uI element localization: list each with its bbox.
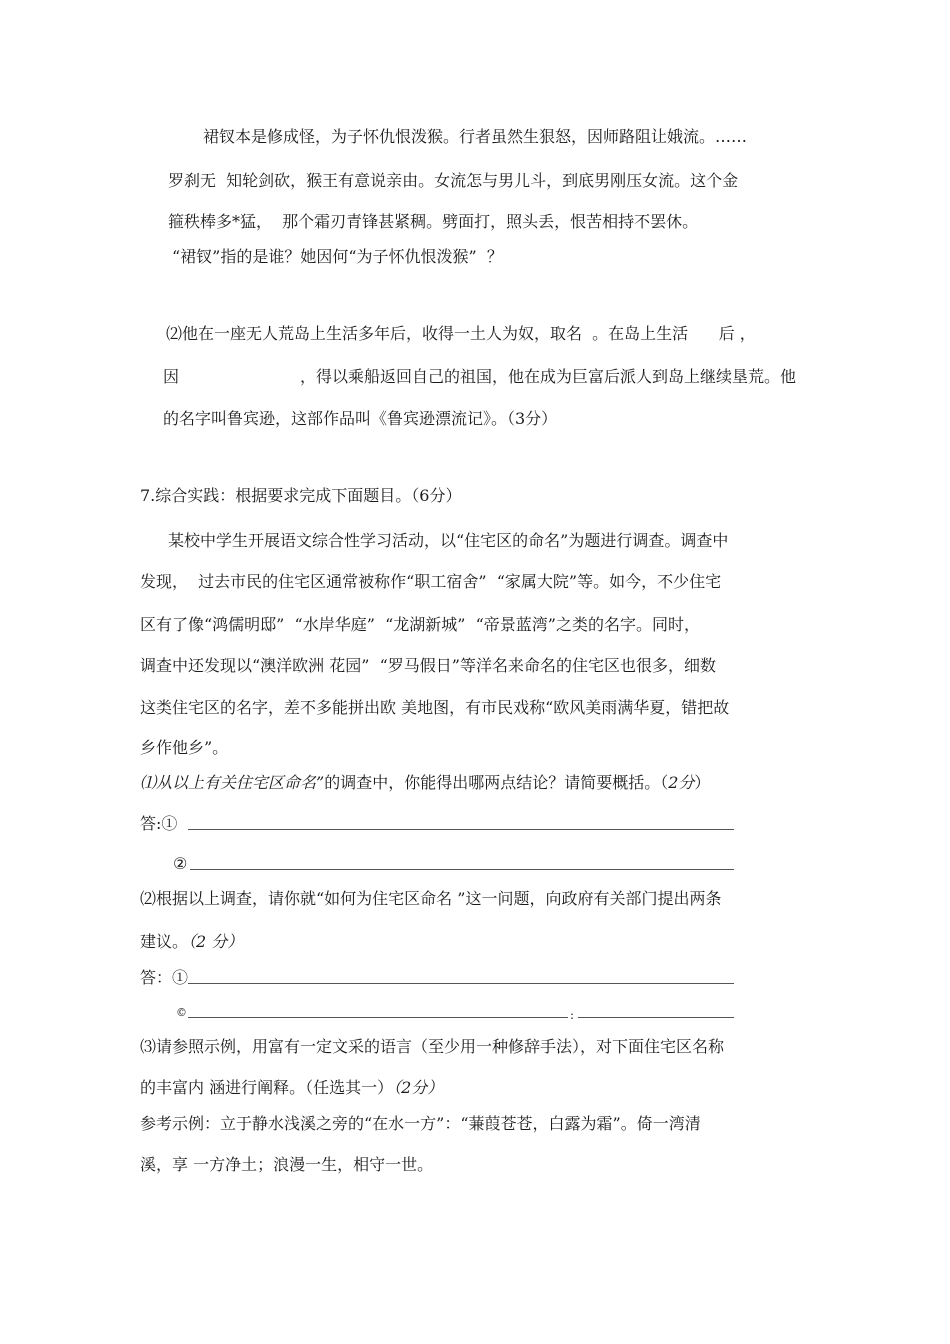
q7-para-line: 乡作他乡”。 bbox=[140, 738, 229, 757]
q7-sub1-prompt bbox=[140, 772, 710, 794]
q7-sub3-text: 的丰富内 涵进行阐释。（任选其一） bbox=[140, 1078, 394, 1097]
q7-ans2-colon: : bbox=[570, 1008, 575, 1022]
q7-example-line-1: 参考示例：立于静水浅溪之旁的“在水一方”：“蒹葭苍苍，白露为霜”。倚一湾清 bbox=[140, 1114, 701, 1133]
q2-line-3: 的名字叫鲁宾逊，这部作品叫《鲁宾逊漂流记》。（3分） bbox=[163, 409, 558, 428]
q7-ans1-blank-1[interactable] bbox=[188, 829, 734, 830]
poem-line-1: 裙钗本是修成怪，为子怀仇恨泼猴。行者虽然生狠怒，因师路阻让娥流。…… bbox=[203, 127, 748, 146]
q7-sub1-score: 2分 bbox=[668, 773, 695, 792]
q7-ans2-label: 答：① bbox=[140, 968, 189, 987]
q7-sub3-line-2 bbox=[140, 1077, 443, 1099]
q7-ans1-label-2: ② bbox=[173, 854, 188, 873]
poem-line-3: 箍秩棒多*猛， 那个霜刃青锋甚紧稠。劈面打，照头丢，恨苦相持不罢休。 bbox=[168, 212, 699, 231]
q7-title: 7.综合实践：根据要求完成下面题目。（6分） bbox=[140, 486, 462, 505]
q7-para-line: 区有了像“鸿儒明邸” “水岸华庭” “龙湖新城” “帝景蓝湾”之类的名字。同时， bbox=[140, 615, 700, 634]
q7-para-line: 某校中学生开展语文综合性学习活动，以“住宅区的命名”为题进行调查。调查中 bbox=[168, 531, 729, 550]
q7-sub2-line-2 bbox=[140, 931, 243, 953]
q7-para-line: 调查中还发现以“澳洋欧洲 花园” “罗马假日”等洋名来命名的住宅区也很多，细数 bbox=[140, 656, 716, 675]
q7-ans1-blank-2[interactable] bbox=[190, 869, 734, 870]
q7-ans2-blank-2a[interactable] bbox=[188, 1017, 568, 1018]
q7-sub1-italic: ⑴从以上有关住宅区命名” bbox=[140, 773, 325, 792]
q2-line-1: ⑵他在一座无人荒岛上生活多年后，收得一土人为奴，取名 。在岛上生活 后 ， bbox=[166, 324, 756, 343]
q2-line-2-start: 因 bbox=[163, 367, 180, 386]
q7-sub3-score: （2分） bbox=[393, 1078, 444, 1097]
q7-para-line: 发现， 过去市民的住宅区通常被称作“职工宿舍” “家属大院”等。如今，不少住宅 bbox=[140, 572, 722, 591]
q2-line-2-rest: ，得以乘船返回自己的祖国，他在成为巨富后派人到岛上继续垦荒。他 bbox=[300, 367, 797, 386]
q7-example-line-2: 溪，享 一方净土；浪漫一生，相守一世。 bbox=[140, 1155, 434, 1174]
q7-ans1-label: 答:① bbox=[140, 814, 178, 833]
q7-ans2-blank-1[interactable] bbox=[188, 983, 734, 984]
q7-ans2-label-2: © bbox=[176, 1006, 187, 1019]
poem-question: “裙钗”指的是谁？她因何“为子怀仇恨泼猴” ？ bbox=[172, 247, 503, 266]
q7-sub1-rest: 的调查中，你能得出哪两点结论？请简要概括。（ bbox=[324, 773, 669, 792]
q7-sub3-line-1: ⑶请参照示例，用富有一定文采的语言（至少用一种修辞手法），对下面住宅区名称 bbox=[140, 1037, 725, 1056]
q7-sub2-text: 建议。 bbox=[140, 932, 189, 951]
q7-ans2-blank-2b[interactable] bbox=[578, 1017, 734, 1018]
q7-sub2-line-1: ⑵根据以上调查，请你就“如何为住宅区命名 ”这一问题，向政府有关部门提出两条 bbox=[140, 889, 722, 908]
q7-sub1-close: ） bbox=[694, 773, 711, 792]
q7-para-line: 这类住宅区的名字，差不多能拼出欧 美地图，有市民戏称“欧风美雨满华夏，错把故 bbox=[140, 698, 730, 717]
q7-sub2-score: （2 分） bbox=[188, 932, 244, 951]
poem-line-2: 罗刹无 知轮剑砍，猴王有意说亲由。女流怎与男儿斗，到底男刚压女流。这个金 bbox=[168, 171, 739, 190]
